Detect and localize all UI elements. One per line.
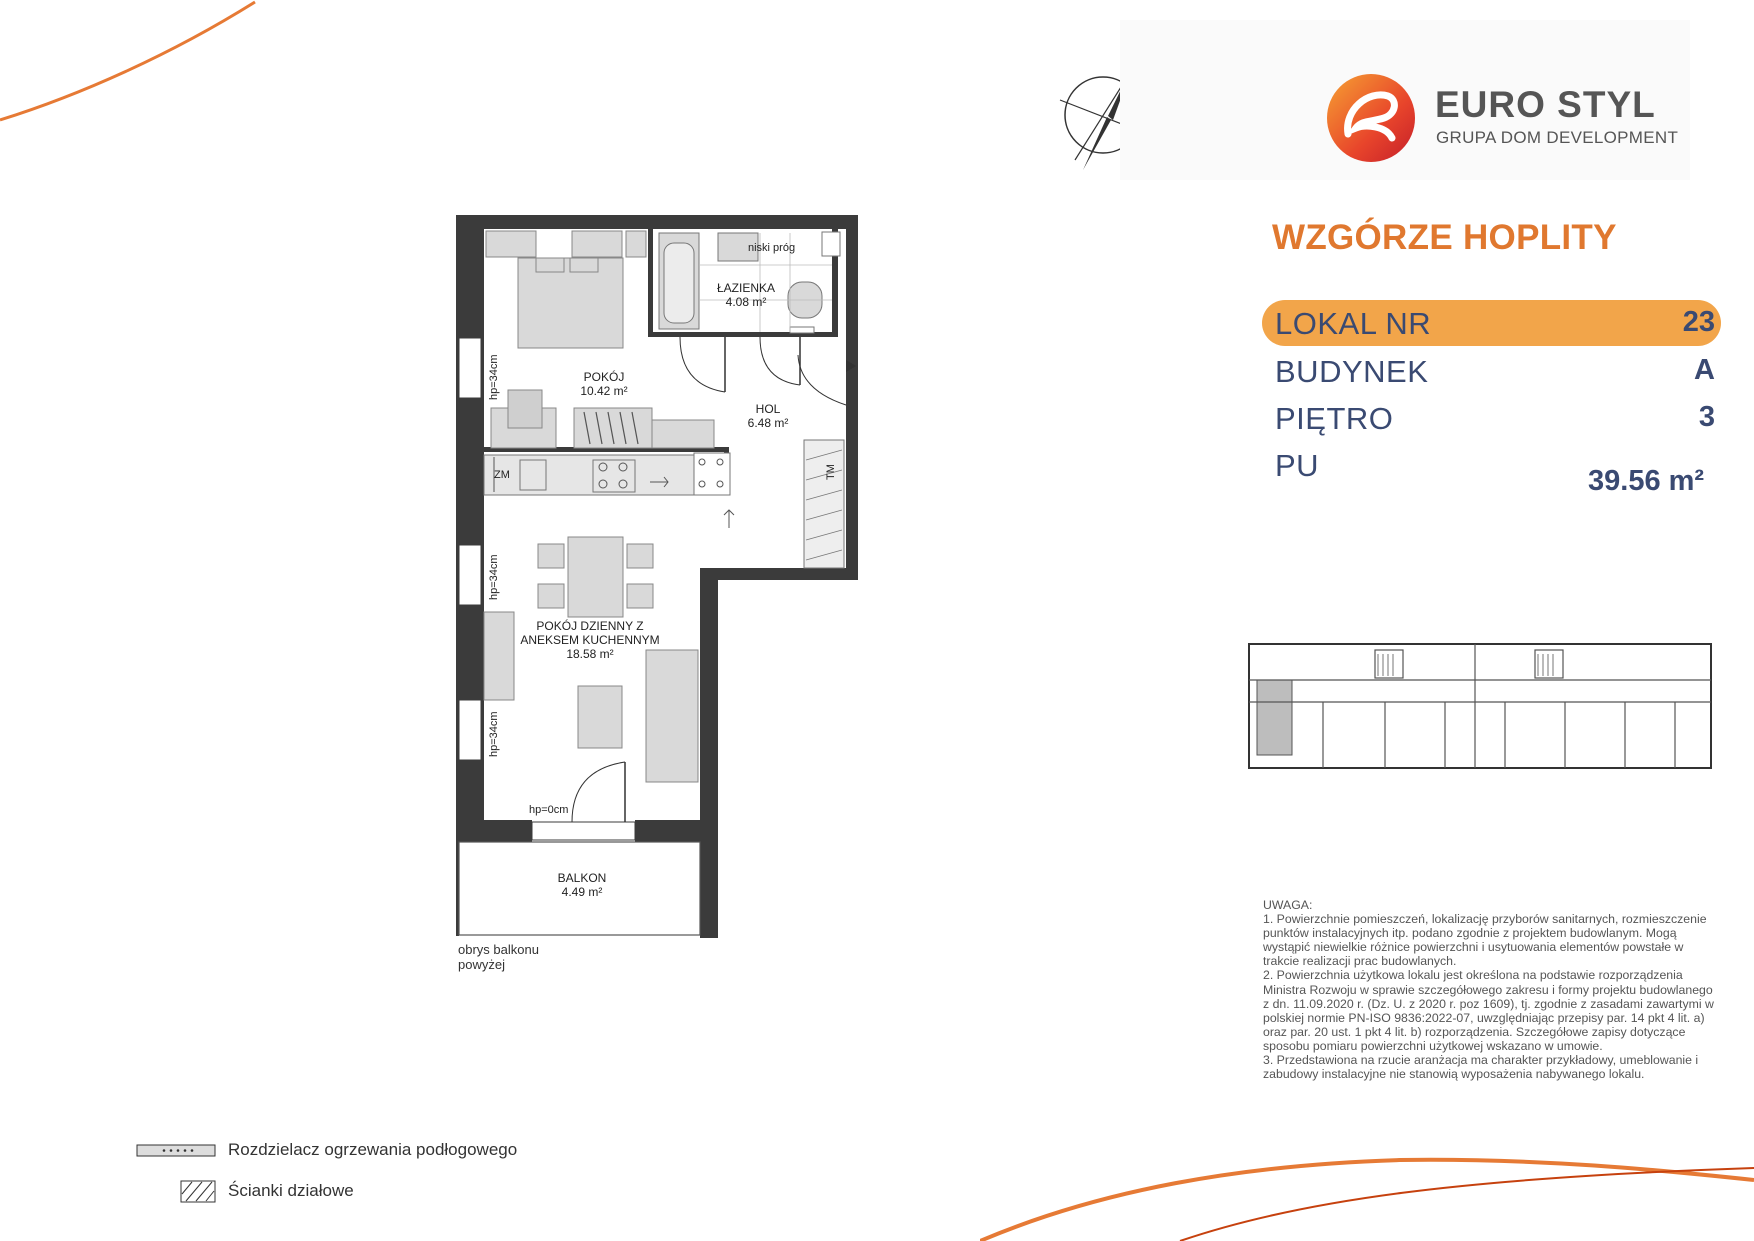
info-row-lokal [1262,300,1721,346]
info-value: 3 [1698,401,1715,433]
room-name-pokoj: POKÓJ [583,370,625,384]
room-area-pokoj: 10.42 m² [580,384,628,398]
door-swing-entrance [798,355,846,405]
info-value: 23 [1682,306,1715,338]
notes-block [1263,898,1715,1081]
room-name-balkon: BALKON [557,871,607,885]
tv-cabinet [484,612,514,700]
notes-text: 1. Powierzchnie pomieszczeń, lokalizację przyborów sanitarnych, rozmieszczenie punktów instalacyjnych itp. podano zgodnie z projektem budowlanym. Mogą wystąpić niewielkie różnice powierzchni i usytuowania elementów powstałe w trakcie realizacji prac budowlanych. 2. Powierzchnia użytkowa lokalu jest określona na podstawie rozporządzenia Ministra Rozwoju w sprawie szczegółowego zakresu i formy projektu budowlanego z dn. 11.09.2020 r. (Dz. U. z 2020 r. poz 1609), tj. zgodnie z zasadami zawartymi w polskiej normie PN-ISO 9836:2022-07, uwzględniając przepisy par. 14 pkt 4 lit. a) oraz par. 20 ust. 1 pkt 4 lit. b) rozporządzenia. Szczegółowe zapisy dotyczące sposobu pomiaru powierzchni użytkowej wskazano w umowie. 3. Przedstawiona na rzucie aranżacja ma charakter przykładowy, umeblowanie i zabudowy instalacyjne nie stanowią wyposażenia nabywanego lokalu. [1263,912,1714,1082]
decorative-curve-bottom [980,1150,1754,1241]
info-label: PU [1275,448,1320,483]
usable-area-value: 39.56 m² [1588,465,1705,497]
info-row-pietro [1262,395,1721,441]
room-name-dzienny-2: ANEKSEM KUCHENNYM [520,633,660,647]
fridge [694,453,730,495]
decorative-curve-top [0,0,260,130]
dining-table [568,537,623,617]
project-name: WZGÓRZE HOPLITY [1272,218,1617,257]
balcony-outline-note: obrys balkonu powyżej [458,942,539,972]
room-area-hol: 6.48 m² [747,416,789,430]
info-value: A [1694,354,1715,386]
window-bedroom [459,338,481,398]
info-row-budynek [1262,348,1721,394]
wall-bottom-left [456,820,532,842]
info-label: LOKAL NR [1275,306,1432,341]
info-label: BUDYNEK [1275,354,1429,389]
room-area-dzienny: 18.58 m² [566,647,614,661]
coffee-table [578,686,622,748]
wall-top [456,215,858,229]
door-swing-balcony [572,762,625,822]
washer-icon [822,232,840,256]
chair [508,390,542,428]
door-swing-bath [760,337,800,385]
wall-step [700,568,858,580]
brand-subtitle: GRUPA DOM DEVELOPMENT [1436,128,1679,147]
room-area-lazienka: 4.08 m² [725,295,767,309]
legend-item-manifold [136,1137,536,1163]
legend-label-manifold: Rozdzielacz ogrzewania podłogowego [228,1140,518,1159]
zm-label: ZM [494,469,510,481]
sofa [646,650,698,782]
tm-label: TM [825,464,837,480]
wall-bottom-right [635,820,715,842]
window-living-1 [459,545,481,605]
wardrobe [574,408,652,448]
hp-label-2: hp=34cm [488,554,500,600]
floor-heating-manifold-icon [136,1144,216,1158]
hp-label-1: hp=34cm [488,354,500,400]
low-threshold-label: niski próg [748,242,796,254]
legend-item-partition [180,1178,480,1204]
room-name-dzienny-1: POKÓJ DZIENNY Z [536,619,644,633]
info-label: PIĘTRO [1275,401,1394,436]
notes-title: UWAGA: [1263,898,1313,912]
partition-wall-hatch-icon [180,1180,216,1204]
window-living-2 [459,700,481,760]
wall-bath-left [648,229,653,337]
balcony-door-frame [532,822,635,840]
hp0-label: hp=0cm [529,804,569,816]
door-swing-bedroom [680,337,725,392]
room-area-balkon: 4.49 m² [561,885,603,899]
wall-right [846,215,858,580]
room-name-hol: HOL [755,402,781,416]
wall-right-lower [700,568,718,938]
hp-label-3: hp=34cm [488,711,500,757]
euro-styl-logo-icon [1326,72,1416,164]
legend-label-partition: Ścianki działowe [228,1181,354,1200]
brand-name: EURO STYL [1435,84,1656,125]
wardrobe-2 [652,420,714,448]
building-key-plan [1245,640,1715,775]
room-name-lazienka: ŁAZIENKA [716,281,776,295]
highlighted-apartment [1257,680,1292,755]
kitchen-sink [520,460,546,490]
apartment-floor-plan [440,205,880,995]
